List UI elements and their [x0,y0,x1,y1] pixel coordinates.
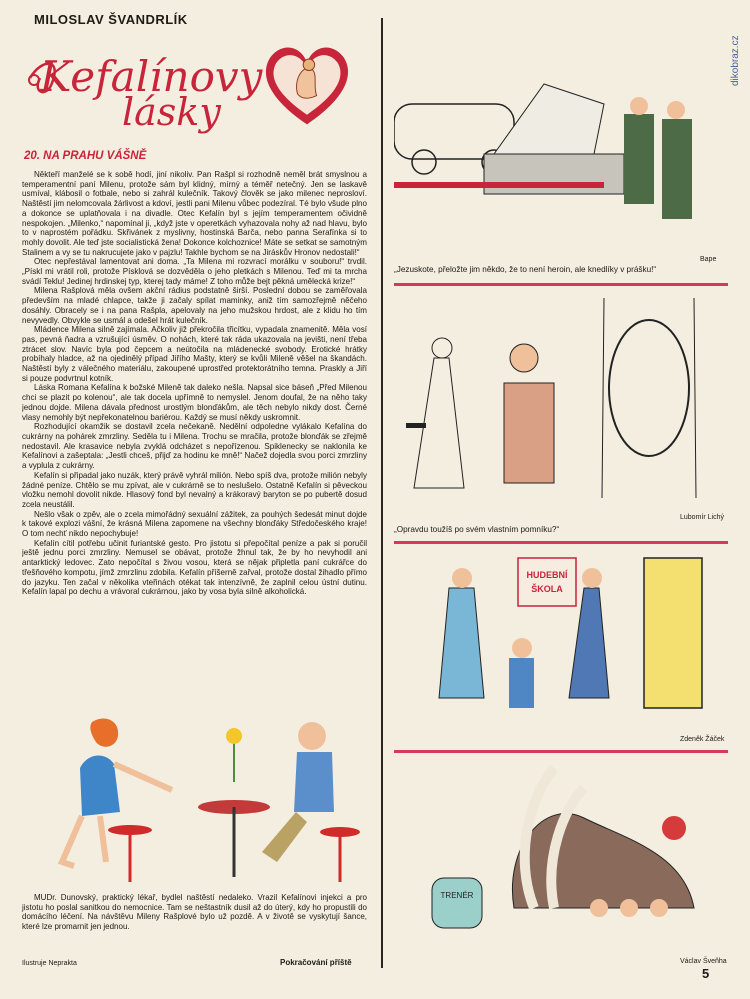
cartoon-mammoth [394,758,730,958]
customs-officer-1 [624,97,654,204]
article-paragraph: Mládence Milena silně zajímala. Ačkoliv již překročila třicítku, vypadala znamenitě. Měla vosí pas, pevná ňadra a vzrušující úsměv. O nohách, které tak ráda ukazovala na jevišti, není třeba ztrácet slov. Navíc byla pod čepcem a neútočila na mládenecké svobody. Erotické hrátky probíhaly hladce, až na ojedinělý případ Jiřího Mašty, který se kvůli Mileně věšel na škandách. Naštěstí byly z válečného materiálu, zakoupené uprostřed protektorátního temna. Praskly a Jiří si pouze podvrtnul kotník. [22,325,367,383]
man-figure-2 [504,344,554,483]
heart-illustration [258,36,356,132]
cartoon-music-school [394,548,730,732]
column-divider [381,18,383,968]
child-figure [509,638,534,708]
woman-with-gun [406,338,464,488]
article-paragraph: Láska Romana Kefalína k božské Mileně tak daleko nešla. Napsal sice báseň „Před Milenou chci se plazit po kolenou“, ale tak docela upřímně to nemyslel. Jenom doufal, že na něho taky jednou dojde. Milena dávala přednost urostlým blonďákům, ale těch nebylo nikdy dost. Černé vlasy nemohly být nepřekonatelnou bariérou. Každý se musí někdy uskromnit. [22,383,367,422]
cartoon-1-caption: „Jezuskote, přeložte jim někdo, že to není heroin, ale knedlíky v prášku!“ [394,265,657,274]
sign-line-1: HUDEBNÍ [526,570,568,580]
cartoon-4-artist: Václav Šveňha [680,958,727,965]
mirror-frame [602,298,696,498]
article-paragraph: Nešlo však o zpěv, ale o zcela mimořádný sexuální zážitek, za pouhých šedesát minut dojde k takové explozi vášní, že krásná Milena zapomene na všechny blonďáky Středočeského kraje! O tom nechť nikdo nepochybuje! [22,509,367,539]
chapter-heading: 20. NA PRAHU VÁŠNĚ [24,150,147,162]
article-paragraph: Kefalín si připadal jako nuzák, který právě vyhrál milión. Nebo spíš dva, protože milión nebyly žádné peníze. Chtělo se mu zpívat, ale v cukrárně se to neslušelo. Ostatně Kefalín si pěveckou vložku nemohl dovolit nikde. Hlasový fond byl nevalný a krákoravý baryton se po pubertě dosud zcela neustálil. [22,470,367,509]
parent-left [439,568,484,698]
cartoon-border-control [394,44,730,256]
small-players [590,899,668,917]
illustrator-credit: Ilustruje Neprakta [22,960,77,967]
article-paragraph: Kefalín cítil potřebu učinit furiantské gesto. Pro jistotu si přepočítal peníze a pak si poručil ještě jednu porci zmrzliny. Nemusel se obávat, protože žhnul tak, že by ho nevyhodil ani antarktický ledovec. Zato nepočítal s živou vosou, která se nějak připletla paní cukrářce do třešňového kompotu, jímž zmrzlinu zdobila. Kefalín příšerně zařval, protože dostal žihadlo přímo do jazyku. Ten začal v několika vteřinách otékat tak intenzívně, že zaplnil celou ústní dutinu. Kefalín lapal po dechu a vrávoral cukrárnou, jako by vosa byla silně alkoholická. [22,538,367,597]
article-body [22,170,367,712]
man-figure [262,722,334,862]
site-watermark: dikobraz.cz [730,35,741,86]
cartoon-monument [394,298,730,526]
section-rule [394,283,728,286]
trainer-shirt-text: TRENÉR [440,891,474,900]
trainer-figure [432,878,482,928]
article-paragraph: Rozhodující okamžik se dostavil zcela nečekaně. Nedělní odpoledne vylákalo Kefalína do cukrárny na pohárek zmrzliny. Seděla tu i Milena. Trochu se mračila, protože blonďák se zřejmě nedostavil. Ale krasavice nebyla zvyklá odcházet s nepořízenou. Spiklenecky se naklonila ke Kefalínovi a zašeptala: „Jestli chceš, přijď za hodinu ke mně!“ Načež dojedla svou porci zmrzliny a vyplula z cukrárny. [22,422,367,471]
stool-left [108,825,152,882]
title-line-2: lásky [122,90,221,134]
woman-figure [62,718,172,866]
cartoon-3-artist: Zdeněk Žáček [680,736,725,743]
cartoon-1-artist: Bape [700,256,717,263]
article-paragraph: Milena Rašplová měla ovšem akční rádius podstatně širší. Poslední dobou se zaměřovala především na mladé chlapce, takže ji začaly spílat maminky, aniž tím samozřejmě něčeho dosáhly. Obracely se i na pana Rašpla, apelovaly na jeho mužskou hrdost, ale z klidu ho tím nevyvedly. Obvykle se usmál a odešel hrát kulečník. [22,286,367,325]
article-conclusion [22,893,367,932]
stool-right [320,827,360,882]
cafe-table [198,728,270,877]
author-name: MILOSLAV ŠVANDRLÍK [34,12,188,27]
cartoon-2-artist: Lubomír Lichý [680,514,724,521]
article-paragraph: Otec nepřestával lamentovat ani doma. „Ta Milena mi rozvrací morálku v souboru!“ trvdil. „Pískl mi vrátil roli, protože Písklová se dozvěděla o jeho pletkách s Milenou. Teď mi ta mrcha svádí Teklu! Jedinej hrdinskej typ, kterej tady máme! Z toho může bejt pěkná umělecká krize!“ [22,257,367,286]
cartoon-2-caption: „Opravdu toužíš po svém vlastním pomníku?“ [394,525,560,534]
conclusion-paragraph: MUDr. Dunovský, praktický lékař, bydlel naštěstí nedaleko. Vrazil Kefalínovi injekci a pro jistotu ho poslal sanitkou do nemocnice. Tam se neštastník dusil až do úterý, kdy ho propustili do domácího léčení. Na návštěvu Mileny Rašplové bylo už pozdě. A v životě se vyskytují šance, které lze promarnit jen jednou. [22,893,367,932]
continued-label: Pokračování příště [280,958,352,967]
cafe-scene-illustration [22,712,367,892]
page-number: 5 [702,966,710,981]
section-rule [394,541,728,544]
article-paragraph: Někteří manželé se k sobě hodí, jiní nikoliv. Pan Rašpl si rozhodně neměl brát smyslnou a temperamentní paní Milenu, protože sám byl klidný, mírný a téměř netečný. Jen se laskavě usmíval, klábosil o fotbale, nebo si zahrál kulečník. Takový člověk se jako milenec neprosloví. Naštěstí jim nelomcovala žárlivost a kdoví, jestli pani Milenu vůbec podezíral. Té bylo všude plno a dokonce se uplatňovala i na divadle. Otec Kefalín byl s jejím temperamentem očividně nespokojen. „Milenko,“ napomínal ji, „když jste v operetkách vyhazovala nohy až nad hlavu, bylo to v naprostém pořádku. Skřivánek z myslivny, hostinská Barča, nebo panna Serafínka si to mohly dovolit. Ale teď jste socialistická žena! Dokonce kolchoznice! Máte se setkat se samotným Stalinem a vy se tu nakrucujete jako v pajzlu! Takhle bychom se na Jiráskův Hronov nedostali!“ [22,170,367,257]
title-line-1: Kefalínovy [40,52,263,101]
customs-officer-2 [662,101,692,219]
sign-line-2: ŠKOLA [531,584,563,594]
section-rule [394,750,728,753]
